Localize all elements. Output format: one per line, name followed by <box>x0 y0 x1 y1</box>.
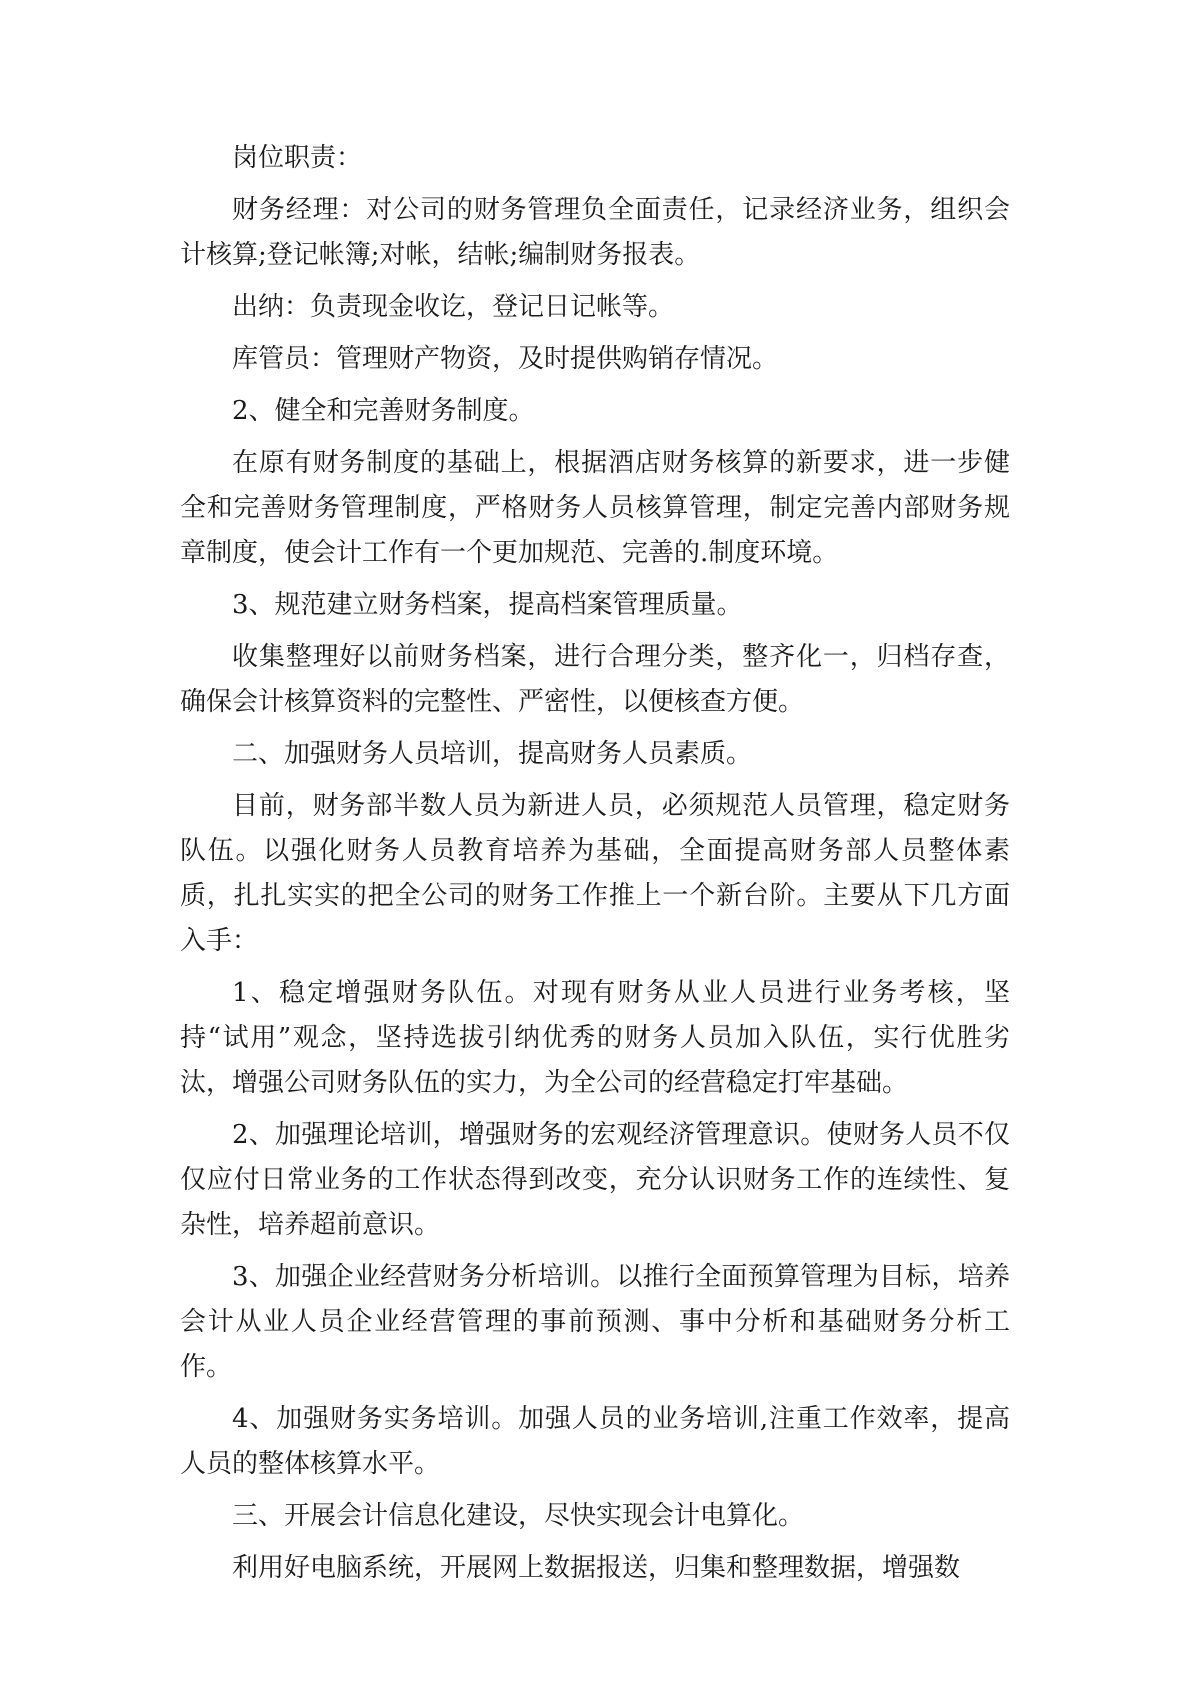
paragraph-job-duties-heading: 岗位职责： <box>232 143 363 173</box>
paragraph-cashier: 出纳：负责现金收讫，登记日记帐等。 <box>232 292 675 322</box>
paragraph-section-3-heading: 3、规范建立财务档案，提高档案管理质量。 <box>232 590 743 620</box>
paragraph-part-3-heading: 三、开展会计信息化建设，尽快实现会计电算化。 <box>232 1501 805 1531</box>
paragraph-computerization: 利用好电脑系统，开展网上数据报送，归集和整理数据，增强数 <box>232 1553 961 1583</box>
paragraph-item-2: 2、加强理论培训，增强财务的宏观经济管理意识。使财务人员不仅仅应付日常业务的工作状态得到改变，充分认识财务工作的连续性、复杂性，培养超前意识。 <box>180 1120 1010 1240</box>
paragraph-warehouse-keeper: 库管员：管理财产物资，及时提供购销存情况。 <box>232 344 779 374</box>
paragraph-part-2-heading: 二、加强财务人员培训，提高财务人员素质。 <box>232 739 753 769</box>
paragraph-finance-manager: 财务经理：对公司的财务管理负全面责任，记录经济业务，组织会计核算;登记帐簿;对帐，结帐;编制财务报表。 <box>180 195 1010 270</box>
paragraph-item-1: 1、稳定增强财务队伍。对现有财务从业人员进行业务考核，坚持“试用”观念，坚持选拔引纳优秀的财务人员加入队伍，实行优胜劣汰，增强公司财务队伍的实力，为全公司的经营稳定打牢基础。 <box>180 978 1010 1098</box>
document-body <box>180 136 1010 1598</box>
paragraph-staff-status: 目前，财务部半数人员为新进人员，必须规范人员管理，稳定财务队伍。以强化财务人员教育培养为基础，全面提高财务部人员整体素质，扎扎实实的把全公司的财务工作推上一个新台阶。主要从下几方面入手： <box>180 791 1010 956</box>
paragraph-archive-management: 收集整理好以前财务档案，进行合理分类，整齐化一，归档存查，确保会计核算资料的完整性、严密性，以便核查方便。 <box>180 642 1010 717</box>
paragraph-section-2-heading: 2、健全和完善财务制度。 <box>232 396 535 426</box>
paragraph-finance-system: 在原有财务制度的基础上，根据酒店财务核算的新要求，进一步健全和完善财务管理制度，严格财务人员核算管理，制定完善内部财务规章制度，使会计工作有一个更加规范、完善的.制度环境。 <box>180 448 1010 568</box>
paragraph-item-3: 3、加强企业经营财务分析培训。以推行全面预算管理为目标，培养会计从业人员企业经营管理的事前预测、事中分析和基础财务分析工作。 <box>180 1262 1010 1382</box>
paragraph-item-4: 4、加强财务实务培训。加强人员的业务培训,注重工作效率，提高人员的整体核算水平。 <box>180 1404 1010 1479</box>
